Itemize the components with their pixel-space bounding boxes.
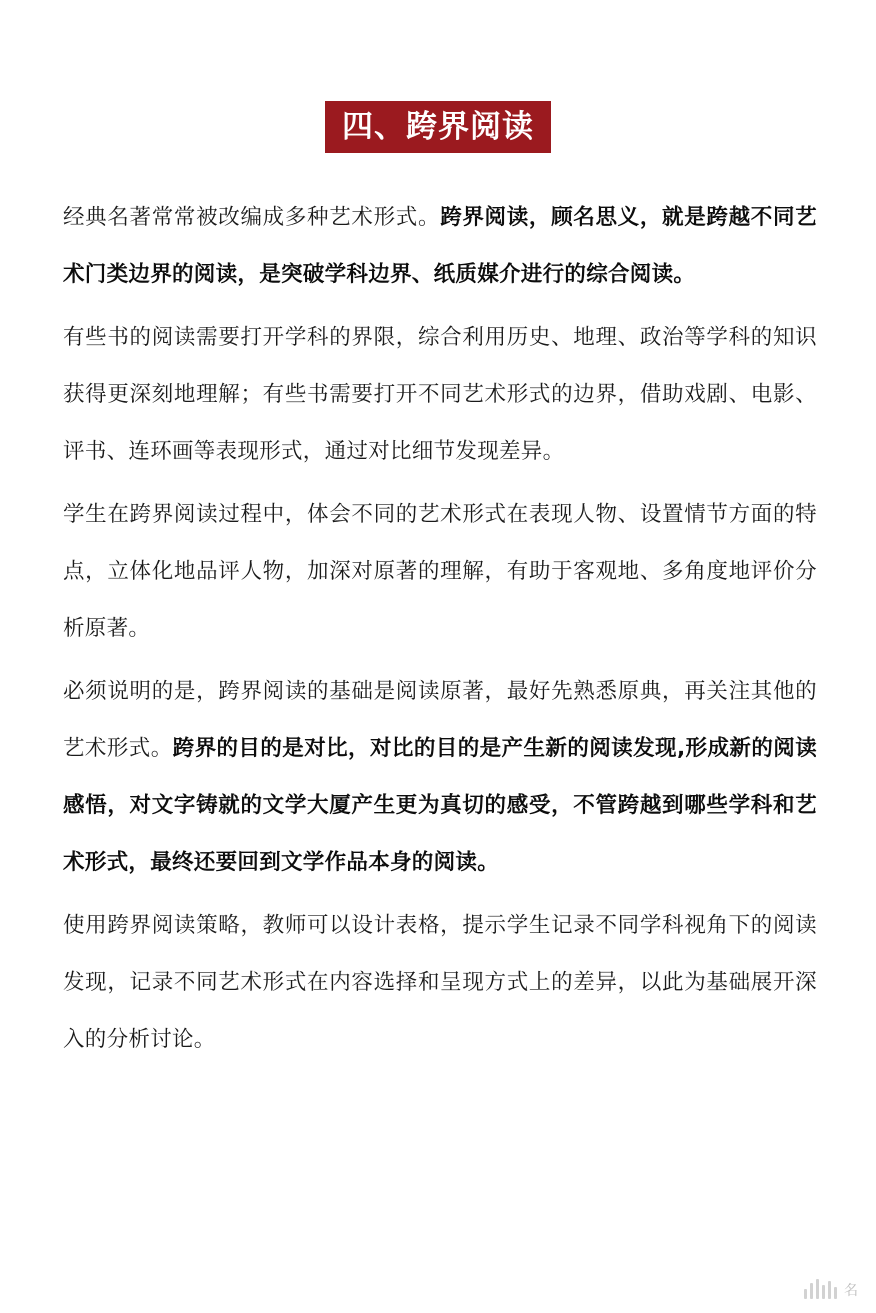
paragraph xyxy=(63,486,817,657)
text-segment: 学生在跨界阅读过程中，体会不同的艺术形式在表现人物、设置情节方面的特点，立体化地品评人物，加深对原著的理解，有助于客观地、多角度地评价分析原著。 xyxy=(63,502,817,641)
bold-text-segment: 跨界阅读，顾名思义，就是跨越不同艺术门类边界的阅读，是突破学科边界、纸质媒介进行的综合阅读。 xyxy=(63,205,817,287)
bars-watermark-icon xyxy=(810,1283,813,1299)
bars-watermark-icon xyxy=(828,1281,831,1299)
text-segment: 必须说明的是，跨界阅读的基础是阅读原著，最好先熟悉原典，再关注其他的艺术形式。 xyxy=(63,679,817,761)
text-segment: 有些书的阅读需要打开学科的界限，综合利用历史、地理、政治等学科的知识获得更深刻地理解；有些书需要打开不同艺术形式的边界，借助戏剧、电影、评书、连环画等表现形式，通过对比细节发现差异。 xyxy=(63,325,817,464)
paragraph xyxy=(63,663,817,891)
bars-watermark-icon xyxy=(822,1285,825,1299)
watermark xyxy=(804,1277,858,1299)
title-wrapper xyxy=(0,101,876,153)
bold-text-segment: 跨界的目的是对比，对比的目的是产生新的阅读发现,形成新的阅读感悟，对文字铸就的文学大厦产生更为真切的感受，不管跨越到哪些学科和艺术形式，最终还要回到文学作品本身的阅读。 xyxy=(63,736,817,875)
bars-watermark-icon xyxy=(834,1287,837,1299)
paragraph xyxy=(63,897,817,1068)
text-segment: 使用跨界阅读策略，教师可以设计表格，提示学生记录不同学科视角下的阅读发现，记录不同艺术形式在内容选择和呈现方式上的差异，以此为基础展开深入的分析讨论。 xyxy=(63,913,817,1052)
article-body xyxy=(63,189,817,1074)
paragraph xyxy=(63,309,817,480)
watermark-text: 名 xyxy=(844,1283,858,1299)
paragraph xyxy=(63,189,817,303)
bars-watermark-icon xyxy=(804,1289,807,1299)
text-segment: 经典名著常常被改编成多种艺术形式。 xyxy=(63,205,441,230)
section-title: 四、跨界阅读 xyxy=(325,101,551,153)
bars-watermark-icon xyxy=(816,1279,819,1299)
